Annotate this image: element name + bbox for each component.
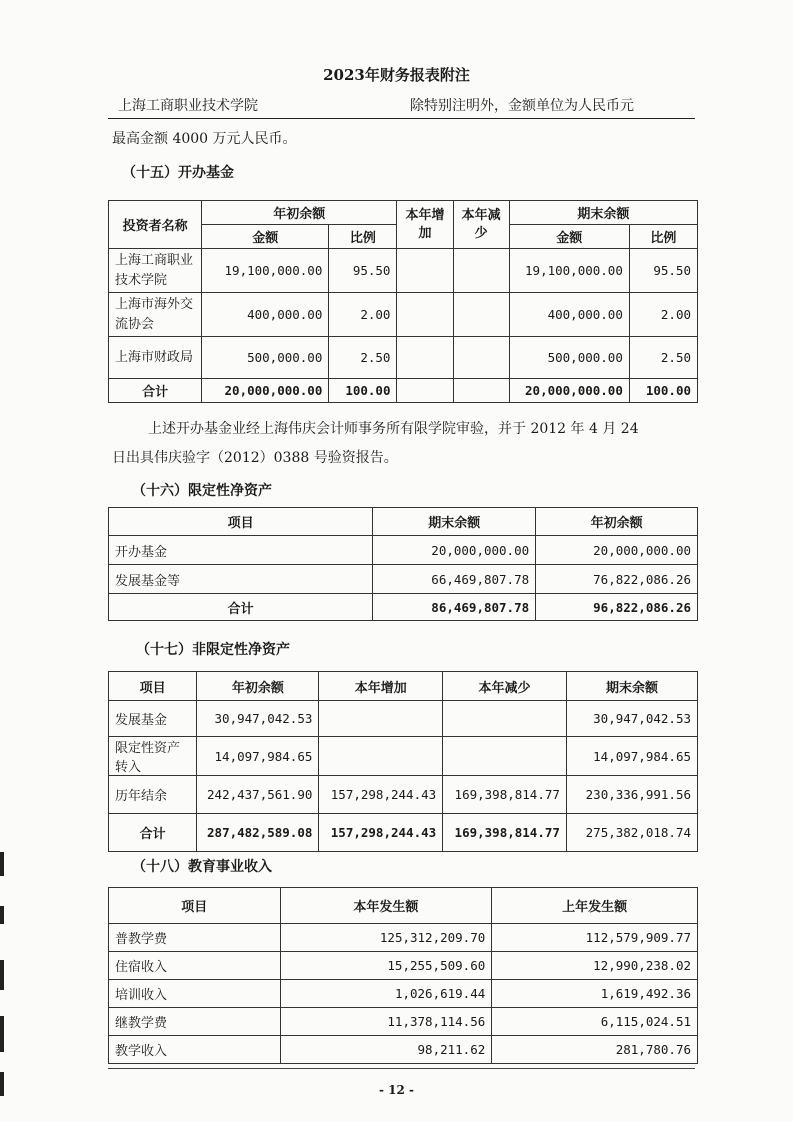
document-title: 2023年财务报表附注 [323,66,470,84]
prior-amount: 12,990,238.02 [492,952,698,980]
total-begin: 96,822,086.26 [536,594,698,621]
begin-ratio: 2.00 [329,293,397,337]
begin-amount: 76,822,086.26 [536,565,698,594]
col-end: 期末余额 [566,672,697,701]
item-name: 培训收入 [109,980,281,1008]
item-name: 教学收入 [109,1036,281,1064]
end-amount: 20,000,000.00 [373,536,536,565]
total-end: 275,382,018.74 [566,814,697,852]
investor-name: 上海市海外交流协会 [109,293,202,337]
total-begin: 287,482,589.08 [197,814,319,852]
col-end-ratio: 比例 [629,225,697,249]
end-ratio: 2.00 [629,293,697,337]
end-amount: 66,469,807.78 [373,565,536,594]
audit-note-line1: 上述开办基金业经上海伟庆会计师事务所有限学院审验，并于 2012 年 4 月 24 [148,421,639,437]
table-header-row [109,888,698,924]
begin-amount: 400,000.00 [202,293,329,337]
scan-mark [0,852,4,876]
end-amount: 400,000.00 [509,293,629,337]
col-end: 期末余额 [373,508,536,536]
begin-amount: 500,000.00 [202,337,329,379]
decrease [453,337,509,379]
col-item: 项目 [109,672,197,701]
prior-amount: 6,115,024.51 [492,1008,698,1036]
restricted-net-assets-table [108,507,698,621]
prior-amount: 1,619,492.36 [492,980,698,1008]
total-label: 合计 [109,379,202,403]
organization-name: 上海工商职业技术学院 [118,98,258,114]
end-ratio: 95.50 [629,249,697,293]
decrease [443,701,567,737]
col-begin-amount: 金额 [202,225,329,249]
begin-ratio: 2.50 [329,337,397,379]
investor-name: 上海市财政局 [109,337,202,379]
increase [397,337,453,379]
col-decrease: 本年减少 [453,201,509,249]
item-name: 发展基金等 [109,565,373,594]
investor-name: 上海工商职业技术学院 [109,249,202,293]
table-row [109,980,698,1008]
header-rule [108,118,695,119]
col-current: 本年发生额 [280,888,492,924]
section-18-title: （十八）教育事业收入 [132,859,272,875]
col-begin-ratio: 比例 [329,225,397,249]
table-row [109,701,698,737]
end-ratio: 2.50 [629,337,697,379]
col-item: 项目 [109,508,373,536]
education-revenue-table [108,887,698,1064]
total-decrease [453,379,509,403]
table-total-row [109,814,698,852]
table-row [109,293,698,337]
item-name: 开办基金 [109,536,373,565]
col-begin: 年初余额 [536,508,698,536]
table-row [109,737,698,776]
col-decrease: 本年减少 [443,672,567,701]
prior-amount: 112,579,909.77 [492,924,698,952]
total-end-ratio: 100.00 [629,379,697,403]
table-row [109,924,698,952]
begin-amount: 30,947,042.53 [197,701,319,737]
audit-note-line2: 日出具伟庆验字（2012）0388 号验资报告。 [112,450,398,466]
total-decrease: 169,398,814.77 [443,814,567,852]
begin-amount: 14,097,984.65 [197,737,319,776]
end-amount: 30,947,042.53 [566,701,697,737]
end-amount: 500,000.00 [509,337,629,379]
table-row [109,565,698,594]
col-increase: 本年增加 [397,201,453,249]
current-amount: 1,026,619.44 [280,980,492,1008]
item-name: 发展基金 [109,701,197,737]
end-amount: 230,336,991.56 [566,776,697,814]
increase [319,701,443,737]
unit-note: 除特别注明外，金额单位为人民币元 [410,98,634,114]
current-amount: 98,211.62 [280,1036,492,1064]
increase: 157,298,244.43 [319,776,443,814]
section-15-title: （十五）开办基金 [122,165,234,181]
total-increase: 157,298,244.43 [319,814,443,852]
table-total-row [109,379,698,403]
end-amount: 14,097,984.65 [566,737,697,776]
table-row [109,1036,698,1064]
scan-mark [0,1016,4,1052]
col-begin: 年初余额 [197,672,319,701]
total-label: 合计 [109,594,373,621]
intro-line: 最高金额 4000 万元人民币。 [112,131,297,147]
total-begin-amount: 20,000,000.00 [202,379,329,403]
col-end: 期末余额 [509,201,697,225]
col-begin: 年初余额 [202,201,397,225]
increase [397,293,453,337]
col-item: 项目 [109,888,281,924]
footer-rule [108,1068,695,1069]
current-amount: 125,312,209.70 [280,924,492,952]
end-amount: 19,100,000.00 [509,249,629,293]
decrease: 169,398,814.77 [443,776,567,814]
item-name: 继教学费 [109,1008,281,1036]
item-name: 历年结余 [109,776,197,814]
scan-mark [0,906,4,924]
item-name: 普教学费 [109,924,281,952]
total-end-amount: 20,000,000.00 [509,379,629,403]
total-end: 86,469,807.78 [373,594,536,621]
current-amount: 15,255,509.60 [280,952,492,980]
table-row [109,337,698,379]
decrease [453,249,509,293]
current-amount: 11,378,114.56 [280,1008,492,1036]
table-header-row [109,508,698,536]
begin-amount: 19,100,000.00 [202,249,329,293]
begin-amount: 20,000,000.00 [536,536,698,565]
begin-amount: 242,437,561.90 [197,776,319,814]
table-row [109,249,698,293]
total-begin-ratio: 100.00 [329,379,397,403]
table-row [109,776,698,814]
increase [397,249,453,293]
table-total-row [109,594,698,621]
item-name: 限定性资产转入 [109,737,197,776]
page-number: - 12 - [378,1083,414,1097]
table-header-row [109,672,698,701]
section-16-title: （十六）限定性净资产 [132,483,272,499]
section-17-title: （十七）非限定性净资产 [136,642,290,658]
begin-ratio: 95.50 [329,249,397,293]
col-increase: 本年增加 [319,672,443,701]
scan-mark [0,1072,4,1096]
col-end-amount: 金额 [509,225,629,249]
total-increase [397,379,453,403]
table-row [109,952,698,980]
col-investor: 投资者名称 [109,201,202,249]
total-label: 合计 [109,814,197,852]
scan-mark [0,960,4,990]
increase [319,737,443,776]
table-header-row [109,201,698,225]
founding-fund-table [108,200,698,403]
prior-amount: 281,780.76 [492,1036,698,1064]
table-row [109,1008,698,1036]
unrestricted-net-assets-table [108,671,698,852]
decrease [443,737,567,776]
table-row [109,536,698,565]
item-name: 住宿收入 [109,952,281,980]
col-prior: 上年发生额 [492,888,698,924]
decrease [453,293,509,337]
